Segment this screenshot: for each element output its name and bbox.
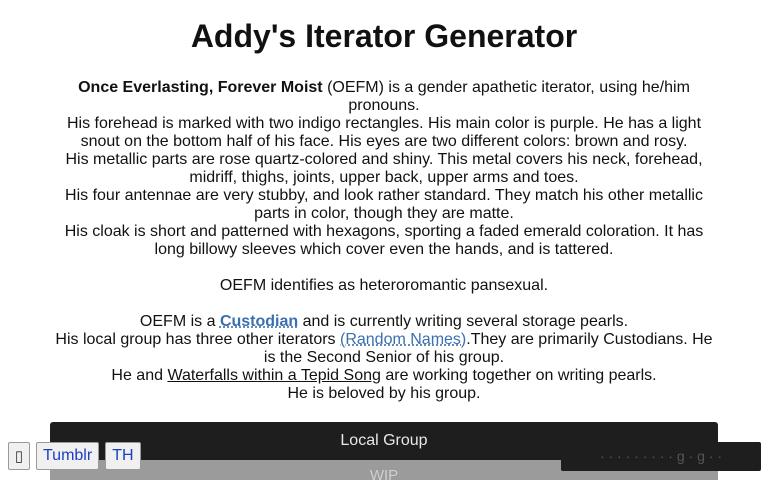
page-title: Addy's Iterator Generator xyxy=(190,18,578,54)
tumblr-button[interactable]: Tumblr xyxy=(36,442,99,470)
role-post: and is currently writing several storage pearls. xyxy=(298,313,629,330)
group-post: .They are primarily Custodians. He is the Second Senior of his group. xyxy=(263,331,713,366)
bottom-buttons xyxy=(8,442,141,470)
partner-post: are working together on writing pearls. xyxy=(380,367,657,384)
intro-line xyxy=(50,79,718,115)
partner-pre: He and xyxy=(111,367,168,384)
cloak-line: His cloak is short and patterned with hexagons, sporting a faded emerald coloration. It has long billowy sleeves which cover even the hands, and is tattered. xyxy=(64,223,704,258)
local-group-header[interactable]: Local Group xyxy=(50,422,718,460)
group-pre: His local group has three other iterators xyxy=(55,331,340,348)
antennae-line: His four antennae are very stubby, and look rather standard. They match his other metallic parts in color, though they are matte. xyxy=(65,187,703,222)
role-pre: OEFM is a xyxy=(139,313,220,330)
local-group-body: WIP xyxy=(50,460,718,480)
tooltip-bar: · · · · · · · · · g · g · · xyxy=(561,442,761,471)
iterator-name: Once Everlasting, Forever Moist xyxy=(78,79,323,96)
random-names-link[interactable]: (Random Names) xyxy=(340,331,467,348)
generate-icon-button[interactable]: ▯ xyxy=(8,442,30,470)
identity-line: OEFM identifies as heteroromantic pansexual. xyxy=(219,277,549,294)
iterator-description xyxy=(50,79,718,403)
forehead-line: His forehead is marked with two indigo rectangles. His main color is purple. He has a light snout on the bottom half of his face. His eyes are two different colors: brown and rosy. xyxy=(66,115,702,150)
role-line xyxy=(50,313,718,331)
custodian-link[interactable]: Custodian xyxy=(219,313,299,330)
intro-rest: (OEFM) is a gender apathetic iterator, using he/him pronouns. xyxy=(322,79,690,114)
partner-line xyxy=(50,367,718,385)
group-line xyxy=(50,331,718,367)
metal-line: His metallic parts are rose quartz-colored and shiny. This metal covers his neck, forehead, midriff, thighs, joints, upper back, upper arms and toes. xyxy=(65,151,703,186)
spacer xyxy=(50,259,718,277)
th-button[interactable]: TH xyxy=(105,442,140,470)
beloved-line: He is beloved by his group. xyxy=(287,385,481,402)
spacer xyxy=(50,295,718,313)
partner-link[interactable]: Waterfalls within a Tepid Song xyxy=(167,367,381,384)
